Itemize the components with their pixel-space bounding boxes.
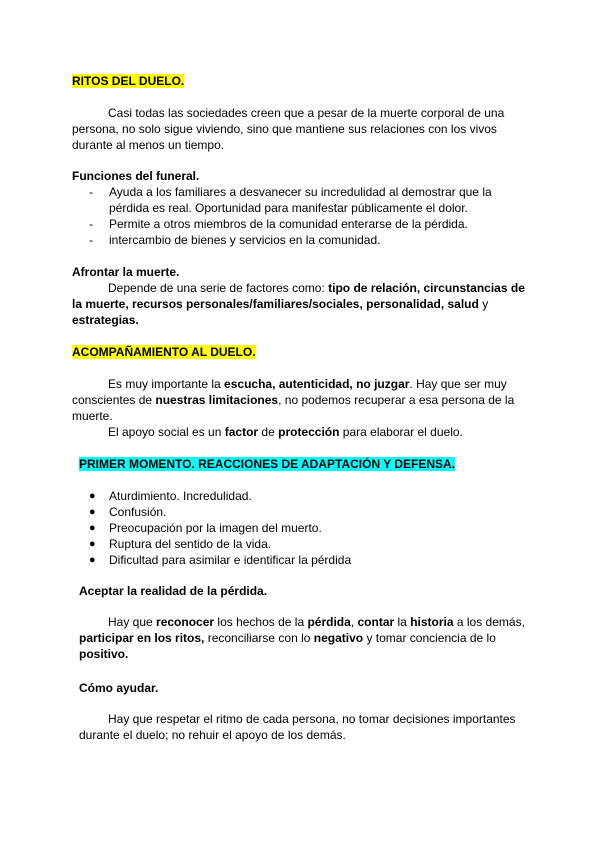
heading-como-ayudar: Cómo ayudar. <box>79 681 159 695</box>
list-item: ● Confusión. <box>89 505 167 519</box>
acompanamiento-paragraph-1: Es muy importante la escucha, autenticidad, no juzgar. Hay que ser muy conscientes de nuestras limitaciones, no podemos recuperar a esa persona de la muerte. <box>72 377 515 423</box>
aceptar-paragraph: Hay que reconocer los hechos de la pérdida, contar la historia a los demás, participar en los ritos, reconciliarse con lo negativo y tomar conciencia de lo positivo. <box>79 615 525 661</box>
acompanamiento-paragraph-2: El apoyo social es un factor de protección para elaborar el duelo. <box>108 425 463 439</box>
list-item: ● Aturdimiento. Incredulidad. <box>89 489 252 503</box>
funeral-list <box>89 184 509 248</box>
heading-primer-momento: PRIMER MOMENTO. REACCIONES DE ADAPTACIÓN Y DEFENSA. <box>79 457 456 471</box>
list-item: ● Dificultad para asimilar e identificar la pérdida <box>89 553 352 567</box>
heading-afrontar: Afrontar la muerte. <box>72 265 180 279</box>
primer-momento-list <box>89 488 509 568</box>
afrontar-paragraph: Depende de una serie de factores como: tipo de relación, circunstancias de la muerte, recursos personales/familiares/sociales, personalidad, salud y estrategias. <box>72 281 525 327</box>
list-item: ● Preocupación por la imagen del muerto. <box>89 521 322 535</box>
heading-acompanamiento: ACOMPAÑAMIENTO AL DUELO. <box>72 345 256 359</box>
como-ayudar-paragraph: Hay que respetar el ritmo de cada persona, no tomar decisiones importantes durante el duelo; no rehuir el apoyo de los demás. <box>79 712 516 742</box>
heading-aceptar: Aceptar la realidad de la pérdida. <box>79 584 268 598</box>
heading-ritos: RITOS DEL DUELO. <box>72 74 185 88</box>
heading-funeral: Funciones del funeral. <box>72 169 200 183</box>
list-item: ● Ruptura del sentido de la vida. <box>89 537 272 551</box>
list-item: - Ayuda a los familiares a desvanecer su incredulidad al demostrar que la pérdida es real. Oportunidad para manifestar públicamente el dolor. <box>89 185 492 215</box>
list-item: - Permite a otros miembros de la comunidad enterarse de la pérdida. <box>89 217 468 231</box>
ritos-intro-paragraph: Casi todas las sociedades creen que a pesar de la muerte corporal de una persona, no solo sigue viviendo, sino que mantiene sus relaciones con los vivos durante al menos un tiempo. <box>72 106 505 152</box>
list-item: - intercambio de bienes y servicios en la comunidad. <box>89 233 381 247</box>
